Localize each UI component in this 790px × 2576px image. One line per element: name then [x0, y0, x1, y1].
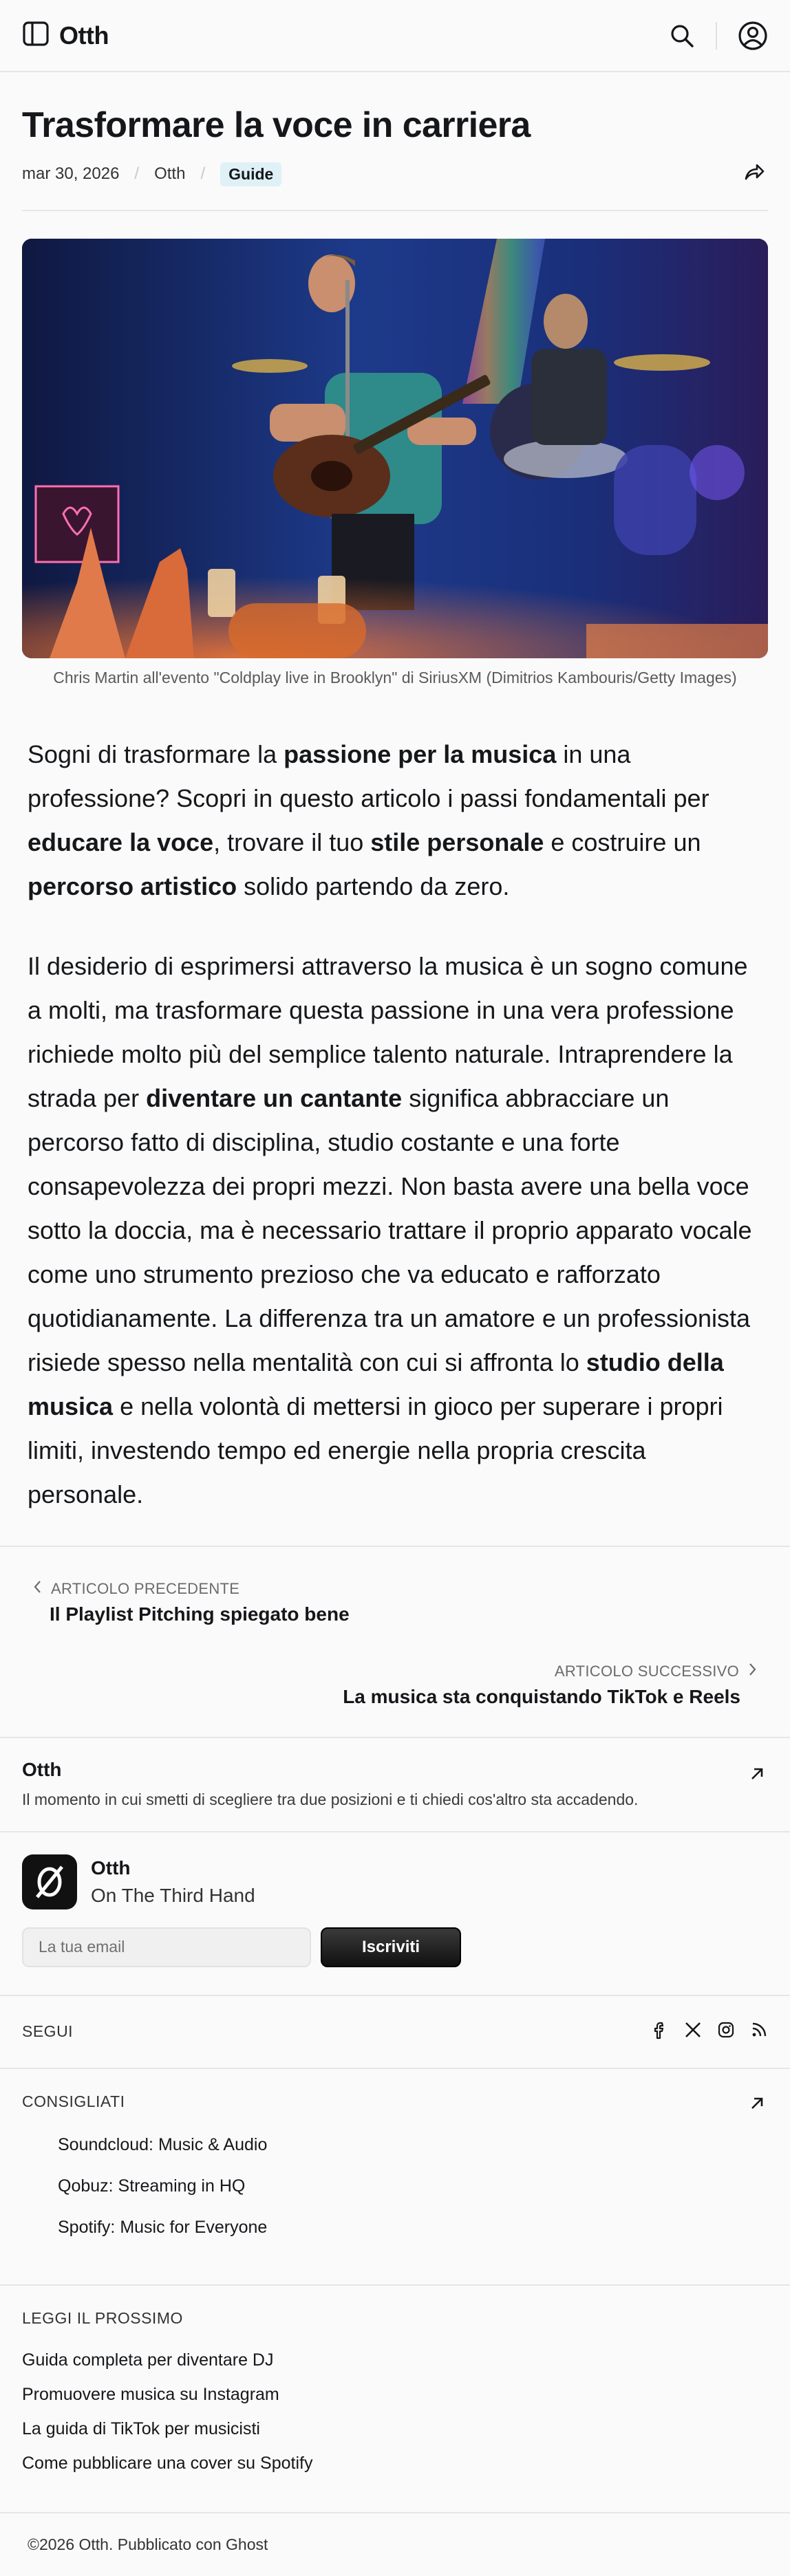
read-next-list: [22, 2348, 768, 2486]
next-article-title[interactable]: La musica sta conquistando TikTok e Reels: [343, 1685, 740, 1707]
recommended-label: CONSIGLIATI: [22, 2092, 125, 2110]
share-icon[interactable]: [743, 161, 765, 188]
article-author[interactable]: Otth: [154, 164, 186, 184]
facebook-icon[interactable]: [651, 2020, 669, 2043]
meta-separator: /: [134, 164, 140, 184]
article-paragraph: Il desiderio di esprimersi attraverso la musica è un sogno comune a molti, ma trasformare questa passione in una vera professione richiede molto più del semplice talento naturale. Intraprendere la strada per diventare un cantante significa abbracciare un percorso fatto di disciplina, studio costante e una forte consapevolezza dei propri mezzi. Non basta avere una bella voce sotto la doccia, ma è necessario trattare il proprio apparato vocale come uno strumento prezioso che va educato e rafforzato quotidianamente. La differenza tra un amatore e un professionista risiede spesso nella mentalità con cui si affronta lo studio della musica e nella volontà di mettersi in gioco per superare i propri limiti, investendo tempo ed energie nella propria crescita personale.: [28, 951, 752, 1508]
article-header: [0, 72, 790, 188]
next-article-label: ARTICOLO SUCCESSIVO: [554, 1662, 739, 1680]
image-caption: Chris Martin all'evento "Coldplay live in Brooklyn" di SiriusXM (Dimitrios Kambouris/Getty Images): [53, 669, 737, 687]
account-icon[interactable]: [738, 21, 768, 51]
brand[interactable]: [22, 20, 109, 51]
subscribe-section: [0, 1832, 790, 1996]
follow-label: SEGUI: [22, 2022, 74, 2041]
x-icon[interactable]: [684, 2021, 702, 2042]
article-figure: [0, 239, 790, 689]
previous-article-link[interactable]: [0, 1547, 790, 1625]
read-next-section: [0, 2286, 790, 2513]
article-title: Trasformare la voce in carriera: [22, 105, 531, 145]
email-input[interactable]: [22, 1927, 311, 1967]
instagram-icon[interactable]: [717, 2021, 735, 2042]
subscribe-tagline: On The Third Hand: [91, 1884, 255, 1906]
recommended-list: [22, 2133, 768, 2257]
footer-text: ©2026 Otth. Pubblicato con Ghost: [28, 2535, 268, 2553]
search-icon[interactable]: [669, 23, 695, 49]
subscribe-form: [22, 1927, 768, 1967]
article-lead: Sogni di trasformare la passione per la musica in una professione? Scopri in questo articolo i passi fondamentali per educare la voce, trovare il tuo stile personale e costruire un percorso artistico solido partendo da zero.: [28, 739, 709, 900]
site-footer: [0, 2513, 790, 2576]
recommended-item[interactable]: Spotify: Music for Everyone: [58, 2217, 268, 2237]
meta-separator: /: [200, 164, 206, 184]
subscribe-button[interactable]: Iscriviti: [321, 1927, 461, 1967]
previous-article-label: ARTICOLO PRECEDENTE: [51, 1579, 240, 1597]
post-navigation: [0, 1547, 790, 1708]
follow-section: [0, 1996, 790, 2069]
rss-icon[interactable]: [750, 2021, 768, 2042]
next-article-link[interactable]: [0, 1625, 790, 1708]
article-body: [0, 690, 790, 1517]
read-next-label: LEGGI IL PROSSIMO: [22, 2308, 183, 2327]
recommended-section: [0, 2069, 790, 2286]
article-meta: [22, 160, 768, 188]
recommended-item[interactable]: Soundcloud: Music & Audio: [58, 2134, 268, 2154]
site-header: [0, 0, 790, 72]
article-tag[interactable]: Guide: [220, 162, 281, 186]
header-divider: [716, 22, 717, 50]
article-date: mar 30, 2026: [22, 164, 120, 184]
read-next-item[interactable]: Guida completa per diventare DJ: [22, 2350, 274, 2370]
site-name[interactable]: Otth: [59, 21, 109, 50]
about-title: Otth: [22, 1758, 62, 1780]
arrow-up-right-icon[interactable]: [749, 2095, 765, 2115]
divider: [22, 210, 768, 211]
recommended-item[interactable]: Qobuz: Streaming in HQ: [58, 2176, 246, 2196]
hero-image: [22, 239, 768, 658]
read-next-item[interactable]: Promuovere musica su Instagram: [22, 2384, 279, 2404]
subscribe-site-name: Otth: [91, 1857, 131, 1879]
arrow-up-right-icon[interactable]: [749, 1766, 765, 1786]
previous-article-title[interactable]: Il Playlist Pitching spiegato bene: [50, 1603, 350, 1625]
about-description: Il momento in cui smetti di scegliere tra due posizioni e ti chiedi cos'altro sta accadendo.: [22, 1790, 639, 1808]
read-next-item[interactable]: Come pubblicare una cover su Spotify: [22, 2453, 313, 2473]
chevron-left-icon: [33, 1580, 41, 1598]
chevron-right-icon: [749, 1663, 757, 1680]
site-logo: [22, 1854, 77, 1909]
sidebar-toggle-icon[interactable]: [22, 20, 50, 51]
read-next-item[interactable]: La guida di TikTok per musicisti: [22, 2418, 260, 2438]
about-card[interactable]: [0, 1737, 790, 1832]
